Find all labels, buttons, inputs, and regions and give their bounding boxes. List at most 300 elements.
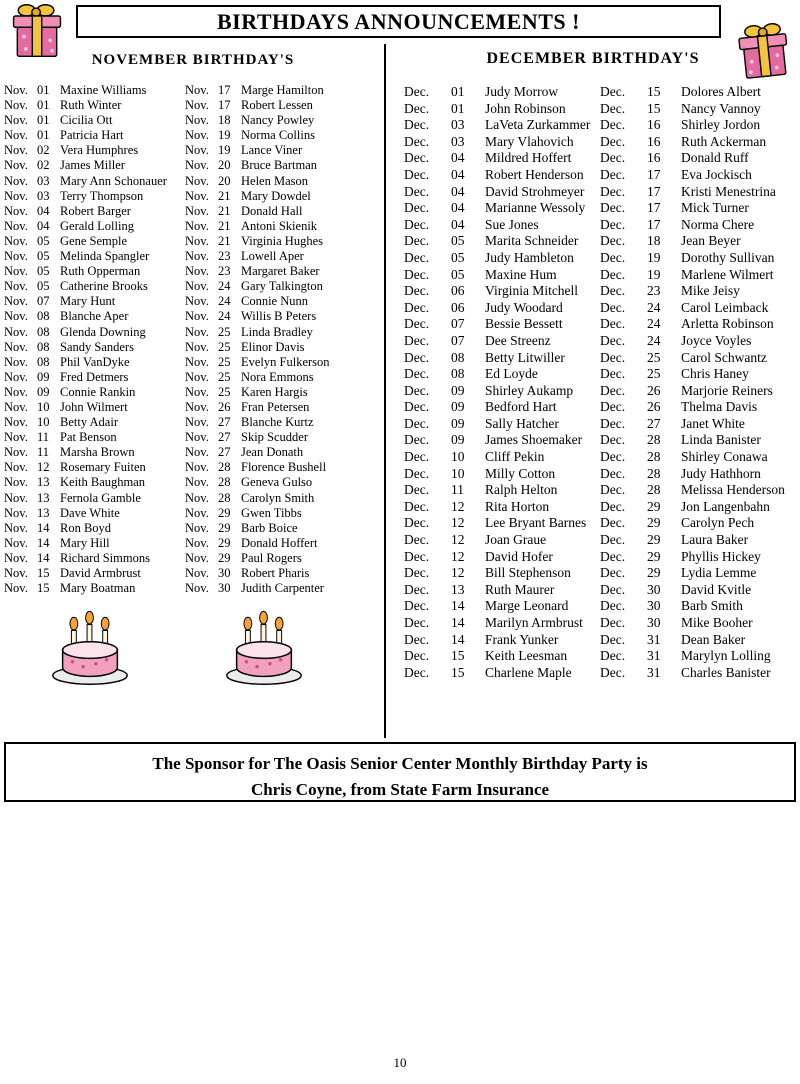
entry-month: Dec.: [600, 382, 626, 398]
birthday-entry: [600, 217, 796, 234]
birthday-entry: [185, 279, 383, 294]
birthday-entry: [4, 475, 184, 490]
entry-month: Dec.: [404, 648, 430, 664]
entry-day: 29: [647, 498, 661, 514]
birthday-entry: [185, 491, 383, 506]
entry-day: 19: [218, 143, 231, 158]
entry-day: 08: [451, 349, 465, 365]
entry-name: Betty Adair: [60, 415, 118, 430]
entry-name: Linda Bradley: [241, 324, 313, 339]
birthday-entry: [600, 267, 796, 284]
birthday-entry: [404, 283, 598, 300]
entry-name: Vera Humphres: [60, 143, 139, 158]
entry-month: Nov.: [4, 158, 28, 173]
entry-month: Dec.: [404, 150, 430, 166]
birthday-entry: [4, 204, 184, 219]
entry-month: Nov.: [185, 399, 209, 414]
entry-month: Dec.: [600, 117, 626, 133]
entry-name: Sally Hatcher: [485, 415, 559, 431]
entry-day: 30: [647, 581, 661, 597]
entry-month: Dec.: [600, 449, 626, 465]
entry-day: 08: [451, 366, 465, 382]
birthday-entry: [404, 250, 598, 267]
birthday-entry: [185, 551, 383, 566]
entry-name: Milly Cotton: [485, 465, 556, 481]
entry-day: 17: [647, 183, 661, 199]
entry-day: 16: [647, 150, 661, 166]
birthday-entry: [4, 325, 184, 340]
entry-month: Dec.: [600, 615, 626, 630]
birthday-entry: [600, 184, 796, 201]
birthday-entry: [404, 582, 598, 599]
entry-day: 24: [218, 279, 231, 294]
entry-month: Nov.: [4, 143, 28, 158]
entry-name: Pat Benson: [60, 430, 117, 445]
column-divider: [384, 44, 386, 738]
entry-day: 25: [218, 354, 231, 369]
entry-month: Dec.: [404, 631, 430, 647]
birthday-entry: [600, 665, 796, 682]
entry-month: Dec.: [600, 664, 626, 680]
entry-day: 18: [647, 233, 661, 249]
entry-day: 04: [451, 150, 465, 166]
entry-month: Dec.: [600, 266, 626, 282]
birthday-entry: [4, 460, 184, 475]
entry-name: Mary Ann Schonauer: [60, 173, 167, 188]
entry-name: Barb Smith: [681, 598, 743, 614]
entry-month: Nov.: [185, 566, 209, 580]
entry-month: Dec.: [600, 532, 626, 548]
birthday-entry: [4, 279, 184, 294]
entry-day: 24: [218, 294, 231, 309]
entry-month: Nov.: [4, 384, 28, 399]
entry-month: Nov.: [4, 520, 28, 535]
birthday-entry: [185, 430, 383, 445]
entry-day: 03: [37, 173, 50, 188]
entry-month: Dec.: [600, 183, 626, 199]
birthday-entry: [404, 482, 598, 499]
birthday-entry: [4, 536, 184, 551]
birthday-entry: [404, 184, 598, 201]
sponsor-line-1: The Sponsor for The Oasis Senior Center Monthly Birthday Party is: [152, 754, 648, 773]
entry-day: 26: [218, 399, 231, 414]
entry-name: Marianne Wessoly: [485, 200, 586, 216]
entry-name: Arletta Robinson: [681, 316, 774, 332]
entry-name: Ruth Winter: [60, 98, 122, 113]
birthday-entry: [600, 615, 796, 632]
entry-day: 11: [37, 445, 50, 460]
entry-name: Marilyn Armbrust: [485, 615, 583, 630]
november-heading: NOVEMBER BIRTHDAY'S: [91, 52, 295, 68]
entry-day: 08: [37, 309, 50, 324]
entry-day: 17: [218, 83, 231, 97]
entry-month: Dec.: [600, 332, 626, 348]
entry-month: Dec.: [404, 565, 430, 581]
birthday-entry: [404, 632, 598, 649]
entry-name: Nancy Vannoy: [681, 100, 761, 116]
entry-day: 01: [451, 100, 465, 116]
entry-name: Willis B Peters: [241, 309, 317, 324]
entry-name: Blanche Kurtz: [241, 415, 314, 430]
entry-name: Phyllis Hickey: [681, 548, 761, 564]
entry-name: Lowell Aper: [241, 249, 304, 264]
birthday-entry: [600, 250, 796, 267]
entry-month: Dec.: [404, 449, 430, 465]
entry-day: 07: [451, 316, 465, 332]
entry-name: David Hofer: [485, 548, 553, 564]
entry-month: Dec.: [404, 299, 430, 315]
entry-name: Charlene Maple: [485, 664, 572, 680]
entry-month: Dec.: [600, 283, 626, 299]
entry-day: 10: [37, 399, 50, 414]
entry-month: Nov.: [185, 113, 209, 128]
entry-name: Dave White: [60, 505, 120, 520]
entry-day: 19: [218, 128, 231, 143]
entry-month: Nov.: [4, 369, 28, 384]
entry-name: Robert Lessen: [241, 98, 313, 113]
birthday-entry: [185, 475, 383, 490]
entry-day: 23: [218, 249, 231, 264]
birthday-entry: [404, 217, 598, 234]
entry-name: Virginia Mitchell: [485, 283, 579, 299]
entry-month: Nov.: [185, 128, 209, 143]
entry-day: 05: [37, 233, 50, 248]
birthday-entry: [600, 366, 796, 383]
entry-day: 29: [218, 550, 231, 565]
entry-month: Dec.: [404, 133, 430, 149]
birthday-entry: [404, 615, 598, 632]
entry-day: 18: [218, 113, 231, 128]
entry-name: James Shoemaker: [485, 432, 583, 448]
entry-day: 04: [451, 166, 465, 182]
entry-month: Nov.: [4, 249, 28, 264]
entry-name: Mick Turner: [681, 200, 749, 216]
entry-name: Evelyn Fulkerson: [241, 354, 330, 369]
entry-name: Blanche Aper: [60, 309, 129, 324]
entry-month: Dec.: [600, 648, 626, 664]
birthday-entry: [185, 325, 383, 340]
entry-month: Nov.: [185, 294, 209, 309]
birthday-entry: [600, 134, 796, 151]
entry-month: Dec.: [600, 548, 626, 564]
entry-month: Nov.: [4, 566, 28, 580]
birthday-entry: [4, 430, 184, 445]
entry-name: Fernola Gamble: [60, 490, 141, 505]
entry-month: Dec.: [600, 233, 626, 249]
birthday-entry: [185, 506, 383, 521]
entry-name: Nora Emmons: [241, 369, 314, 384]
birthday-entry: [4, 385, 184, 400]
entry-month: Dec.: [404, 548, 430, 564]
entry-month: Dec.: [404, 349, 430, 365]
entry-name: Norma Collins: [241, 128, 315, 143]
entry-month: Dec.: [600, 299, 626, 315]
entry-name: Judy Woodard: [485, 299, 563, 315]
entry-day: 21: [218, 203, 231, 218]
birthday-entry: [185, 536, 383, 551]
birthday-entry: [404, 466, 598, 483]
sponsor-box: [4, 742, 796, 802]
entry-day: 08: [37, 324, 50, 339]
entry-month: Nov.: [4, 550, 28, 565]
entry-month: Nov.: [185, 309, 209, 324]
birthday-entry: [185, 521, 383, 536]
entry-month: Nov.: [4, 98, 28, 113]
birthday-entry: [4, 128, 184, 143]
entry-name: Elinor Davis: [241, 339, 305, 354]
birthday-entry: [600, 549, 796, 566]
entry-month: Nov.: [185, 490, 209, 505]
entry-month: Dec.: [600, 581, 626, 597]
birthday-entry: [600, 150, 796, 167]
title-banner: [76, 5, 721, 38]
entry-month: Dec.: [404, 200, 430, 216]
entry-month: Dec.: [404, 84, 430, 99]
birthday-entry: [4, 158, 184, 173]
entry-name: John Wilmert: [60, 399, 128, 414]
entry-name: Shirley Jordon: [681, 117, 761, 133]
entry-day: 21: [218, 188, 231, 203]
entry-month: Nov.: [185, 384, 209, 399]
birthday-entry: [185, 445, 383, 460]
entry-day: 17: [647, 200, 661, 216]
birthday-entry: [600, 200, 796, 217]
birthday-entry: [404, 565, 598, 582]
entry-name: Connie Nunn: [241, 294, 309, 309]
entry-month: Dec.: [404, 498, 430, 514]
entry-month: Nov.: [4, 490, 28, 505]
entry-day: 29: [647, 515, 661, 531]
entry-name: Gary Talkington: [241, 279, 323, 294]
entry-day: 25: [218, 339, 231, 354]
entry-day: 13: [37, 505, 50, 520]
entry-day: 27: [218, 445, 231, 460]
entry-name: Cliff Pekin: [485, 449, 545, 465]
entry-day: 31: [647, 648, 661, 664]
entry-day: 07: [451, 332, 465, 348]
entry-name: Frank Yunker: [485, 631, 559, 647]
birthday-entry: [185, 158, 383, 173]
page-title: BIRTHDAYS ANNOUNCEMENTS !: [217, 8, 580, 34]
birthday-entry: [4, 491, 184, 506]
birthday-entry: [600, 101, 796, 118]
entry-name: Glenda Downing: [60, 324, 146, 339]
entry-day: 20: [218, 158, 231, 173]
entry-day: 06: [451, 299, 465, 315]
birthday-entry: [404, 399, 598, 416]
entry-day: 12: [37, 460, 50, 475]
entry-name: David Armbrust: [60, 566, 141, 580]
december-heading: DECEMBER BIRTHDAY'S: [486, 50, 700, 67]
entry-month: Nov.: [185, 581, 209, 596]
entry-month: Nov.: [4, 475, 28, 490]
november-list-col2: [185, 83, 383, 596]
entry-name: Carolyn Pech: [681, 515, 755, 531]
entry-name: Judy Morrow: [485, 84, 559, 99]
entry-day: 16: [647, 117, 661, 133]
entry-month: Dec.: [404, 183, 430, 199]
entry-month: Dec.: [404, 615, 430, 630]
entry-name: Helen Mason: [241, 173, 308, 188]
birthday-entry: [600, 416, 796, 433]
entry-name: James Miller: [60, 158, 125, 173]
entry-month: Nov.: [185, 460, 209, 475]
entry-name: Virginia Hughes: [241, 233, 323, 248]
birthday-entry: [404, 549, 598, 566]
birthday-entry: [185, 415, 383, 430]
entry-day: 09: [451, 382, 465, 398]
entry-day: 12: [451, 565, 465, 581]
entry-month: Dec.: [600, 249, 626, 265]
entry-name: Mary Boatman: [60, 581, 136, 596]
birthday-entry: [404, 117, 598, 134]
entry-month: Nov.: [4, 324, 28, 339]
entry-name: Thelma Davis: [681, 399, 758, 415]
entry-name: Florence Bushell: [241, 460, 327, 475]
entry-day: 28: [647, 465, 661, 481]
birthday-entry: [600, 499, 796, 516]
entry-month: Nov.: [4, 460, 28, 475]
entry-month: Dec.: [404, 482, 430, 498]
entry-month: Nov.: [4, 203, 28, 218]
entry-name: Antoni Skienik: [241, 218, 318, 233]
entry-name: Fran Petersen: [241, 399, 310, 414]
entry-month: Nov.: [185, 83, 209, 97]
birthday-entry: [185, 204, 383, 219]
birthday-entry: [600, 449, 796, 466]
entry-month: Nov.: [4, 445, 28, 460]
entry-day: 08: [37, 339, 50, 354]
entry-month: Nov.: [185, 188, 209, 203]
entry-name: Rosemary Fuiten: [60, 460, 146, 475]
birthday-entry: [185, 249, 383, 264]
entry-month: Dec.: [404, 598, 430, 614]
entry-name: Mary Vlahovich: [485, 133, 574, 149]
entry-day: 28: [647, 482, 661, 498]
entry-day: 29: [218, 520, 231, 535]
entry-month: Nov.: [4, 415, 28, 430]
entry-day: 09: [37, 384, 50, 399]
birthday-entry: [600, 333, 796, 350]
entry-day: 28: [218, 475, 231, 490]
entry-month: Dec.: [600, 349, 626, 365]
entry-month: Dec.: [600, 100, 626, 116]
entry-day: 25: [218, 384, 231, 399]
entry-month: Dec.: [404, 382, 430, 398]
entry-day: 15: [37, 581, 50, 596]
birthday-entry: [185, 355, 383, 370]
birthday-entry: [4, 370, 184, 385]
entry-day: 17: [218, 98, 231, 113]
birthday-entry: [404, 383, 598, 400]
entry-month: Nov.: [185, 369, 209, 384]
birthday-entry: [600, 598, 796, 615]
entry-name: Sue Jones: [485, 216, 539, 232]
entry-day: 13: [451, 581, 465, 597]
entry-month: Dec.: [404, 249, 430, 265]
birthday-entry: [185, 264, 383, 279]
entry-name: Bill Stephenson: [485, 565, 571, 581]
entry-name: Marlene Wilmert: [681, 266, 774, 282]
birthday-entry: [600, 515, 796, 532]
entry-day: 28: [647, 432, 661, 448]
entry-day: 21: [218, 233, 231, 248]
birthday-entry: [600, 582, 796, 599]
birthday-entry: [185, 309, 383, 324]
entry-day: 05: [37, 249, 50, 264]
entry-month: Dec.: [600, 399, 626, 415]
entry-name: Nancy Powley: [241, 113, 315, 128]
birthday-entry: [4, 415, 184, 430]
entry-day: 14: [451, 631, 465, 647]
entry-day: 15: [37, 566, 50, 580]
entry-name: Lee Bryant Barnes: [485, 515, 587, 531]
entry-day: 09: [451, 415, 465, 431]
birthday-entry: [4, 219, 184, 234]
entry-day: 30: [647, 615, 661, 630]
birthday-entry: [4, 506, 184, 521]
birthday-entry: [185, 581, 383, 596]
birthday-cake-icon: [220, 610, 308, 697]
entry-name: Marge Hamilton: [241, 83, 324, 97]
entry-name: Shirley Conawa: [681, 449, 768, 465]
entry-month: Dec.: [600, 498, 626, 514]
entry-name: Phil VanDyke: [60, 354, 130, 369]
birthday-entry: [185, 143, 383, 158]
entry-month: Nov.: [4, 339, 28, 354]
entry-month: Nov.: [4, 354, 28, 369]
entry-day: 01: [37, 98, 50, 113]
entry-name: Marita Schneider: [485, 233, 579, 249]
entry-day: 05: [451, 233, 465, 249]
birthday-entry: [4, 445, 184, 460]
birthday-entry: [185, 83, 383, 98]
entry-day: 30: [218, 581, 231, 596]
entry-day: 10: [37, 415, 50, 430]
entry-day: 31: [647, 664, 661, 680]
entry-name: Dorothy Sullivan: [681, 249, 775, 265]
entry-name: Ruth Opperman: [60, 264, 141, 279]
entry-month: Dec.: [404, 432, 430, 448]
birthday-entry: [185, 128, 383, 143]
entry-day: 09: [37, 369, 50, 384]
november-list-col1: [4, 83, 184, 596]
entry-name: Ed Loyde: [485, 366, 538, 382]
birthday-entry: [404, 515, 598, 532]
entry-month: Nov.: [4, 233, 28, 248]
birthday-entry: [4, 581, 184, 596]
entry-name: Bessie Bessett: [485, 316, 563, 332]
entry-day: 29: [647, 532, 661, 548]
birthday-entry: [185, 294, 383, 309]
birthday-entry: [4, 249, 184, 264]
entry-month: Nov.: [4, 264, 28, 279]
entry-name: Chris Haney: [681, 366, 749, 382]
birthday-entry: [4, 113, 184, 128]
entry-name: Catherine Brooks: [60, 279, 148, 294]
entry-day: 05: [451, 266, 465, 282]
entry-day: 03: [37, 188, 50, 203]
entry-month: Dec.: [600, 150, 626, 166]
page-number: 10: [393, 1055, 407, 1070]
birthday-entry: [185, 174, 383, 189]
entry-name: Judy Hambleton: [485, 249, 574, 265]
entry-month: Dec.: [404, 415, 430, 431]
birthday-entry: [404, 648, 598, 665]
entry-month: Dec.: [404, 465, 430, 481]
entry-name: Betty Litwiller: [485, 349, 565, 365]
entry-day: 29: [647, 565, 661, 581]
